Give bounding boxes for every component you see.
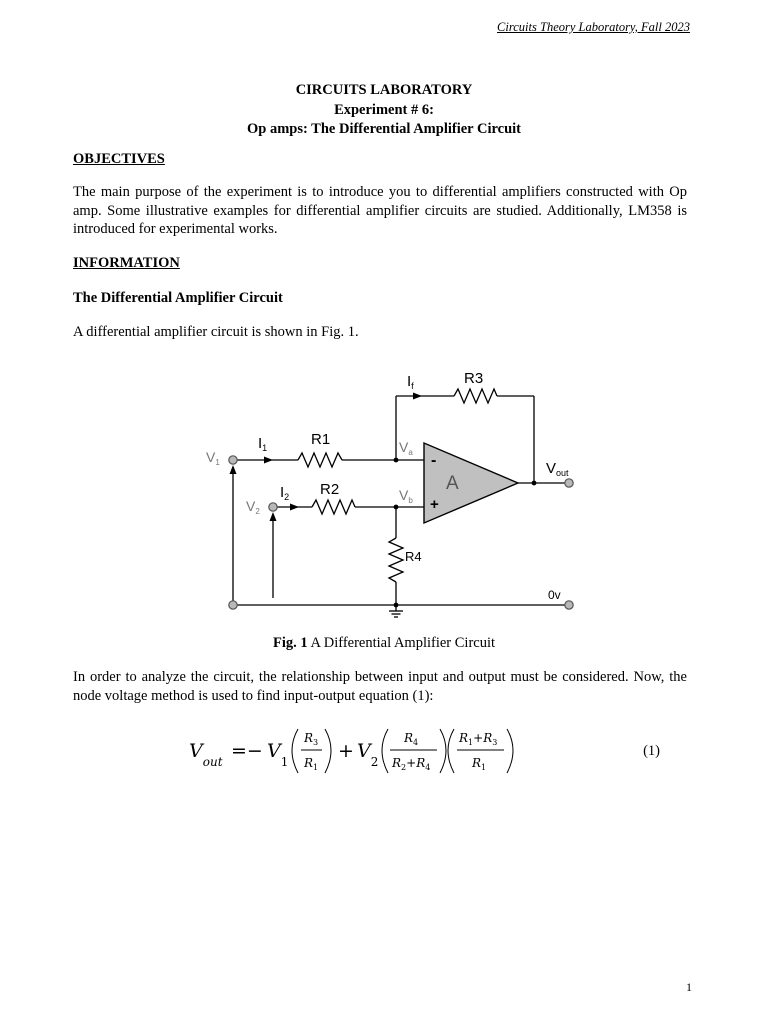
label-r3: R3	[464, 370, 484, 387]
analysis-paragraph: In order to analyze the circuit, the relationship between input and output must be considered. Now, the node voltage method is used to find input-output equation (1):	[73, 669, 687, 704]
resistor-r1	[298, 453, 342, 467]
label-r1: R1	[311, 431, 331, 448]
label-vb: $V_b$	[399, 487, 413, 505]
label-r4: R4	[405, 549, 422, 564]
label-noninverting-input: +	[430, 496, 439, 513]
label-inverting-input: -	[431, 452, 437, 469]
label-i2: $I_2$	[280, 484, 290, 502]
label-vout: $V_{out}$	[546, 460, 569, 478]
svg-text:R4: $R_4$	[404, 731, 419, 747]
title-line-1: CIRCUITS LABORATORY	[295, 82, 473, 98]
figure-intro-text: A differential amplifier circuit is shown in Fig. 1.	[73, 324, 359, 340]
ground-terminal-right	[565, 601, 573, 609]
svg-text:R3: $R_3$	[304, 731, 319, 747]
output-voltage-equation	[186, 722, 526, 778]
figure-caption-text: A Differential Amplifier Circuit	[307, 635, 496, 651]
i2-current-arrow	[290, 504, 299, 511]
svg-text:R1: $R_1$	[304, 756, 319, 772]
svg-text:V2: $V_2$	[357, 740, 379, 769]
label-v1: $V_1$	[206, 449, 220, 467]
title-line-3: Op amps: The Differential Amplifier Circuit	[246, 121, 521, 137]
svg-text:R1: $R_1$	[472, 756, 487, 772]
label-r2: R2	[320, 481, 340, 498]
objectives-paragraph: The main purpose of the experiment is to introduce you to differential amplifiers constructed with Op amp. Some illustrative examples for differential amplifier circuits are studied. Additionally, LM358 is introduced for experimental works.	[73, 184, 687, 237]
svg-text:+: +	[338, 740, 354, 762]
page-number: 1	[686, 980, 692, 994]
label-if: $I_f$	[407, 373, 414, 391]
svg-text:R2+R4: $R_2+R_4$	[392, 756, 431, 772]
label-amplifier: A	[446, 473, 459, 494]
course-header: Circuits Theory Laboratory, Fall 2023	[497, 20, 690, 34]
figure-caption-number: Fig. 1	[272, 635, 308, 651]
resistor-r4	[389, 538, 403, 582]
svg-text:R1+R3: $R_1+R_3$	[459, 731, 498, 747]
svg-text:=−: =−	[231, 740, 263, 762]
equation-number: (1)	[643, 743, 660, 759]
objectives-heading: OBJECTIVES	[73, 151, 165, 167]
label-v2: $V_2$	[246, 498, 260, 516]
label-ground: 0v	[548, 588, 561, 602]
svg-text:V1: $V_1$	[267, 740, 289, 769]
figure-caption	[0, 635, 768, 652]
differential-amplifier-subheading: The Differential Amplifier Circuit	[73, 290, 283, 306]
title-line-2: Experiment # 6:	[334, 101, 434, 118]
document-title	[0, 81, 768, 140]
resistor-r2	[312, 500, 355, 514]
information-heading: INFORMATION	[73, 255, 180, 271]
i1-current-arrow	[264, 457, 273, 464]
label-i1: $I_1$	[258, 435, 268, 453]
v1-terminal	[229, 456, 237, 464]
resistor-r3	[454, 389, 497, 403]
differential-amplifier-circuit	[190, 358, 590, 620]
ground-terminal-left	[229, 601, 237, 609]
svg-text:Vout: $V_{out}$	[189, 740, 223, 769]
if-current-arrow	[413, 393, 422, 400]
vout-terminal	[565, 479, 573, 487]
v2-terminal	[269, 503, 277, 511]
label-va: $V_a$	[399, 439, 413, 457]
